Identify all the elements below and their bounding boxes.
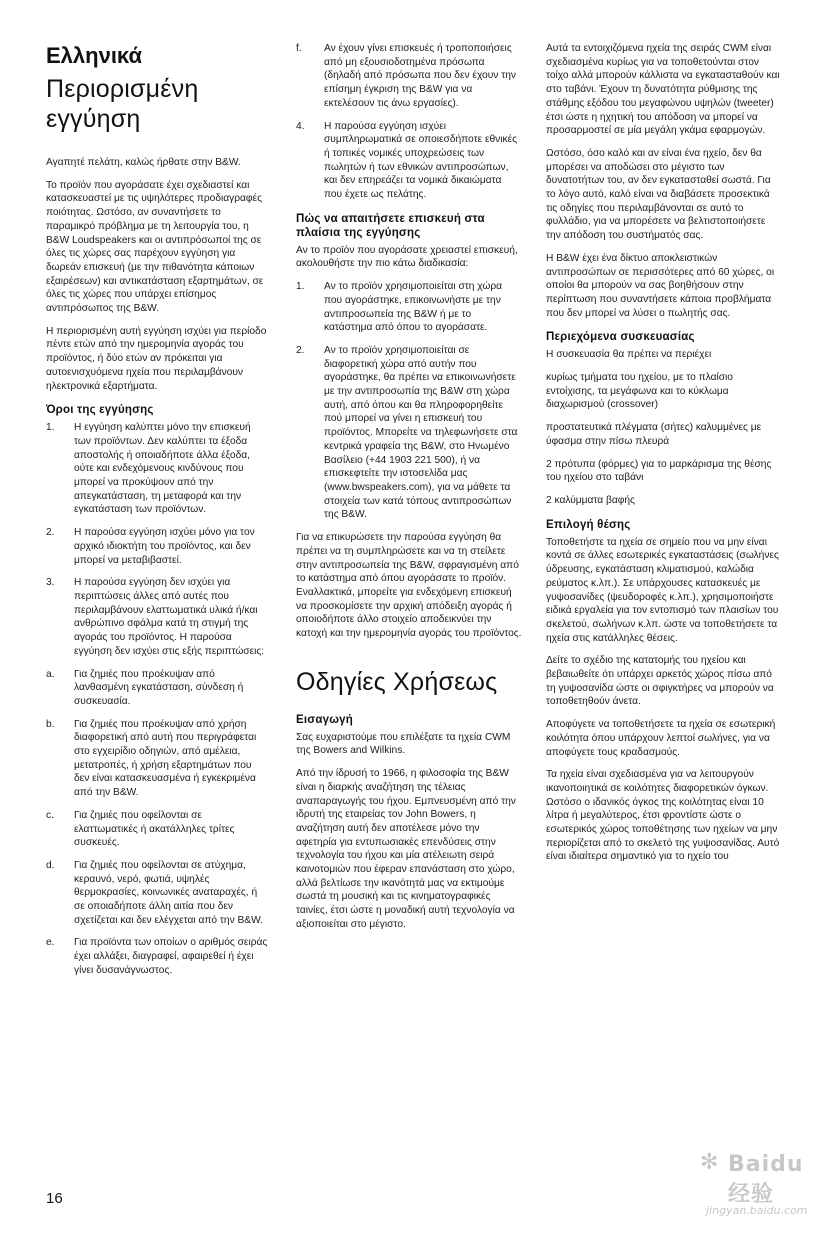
list-item-text: Η παρούσα εγγύηση ισχύει μόνο για τον αρχικό ιδιοκτήτη του προϊόντος, και δεν μπορεί να μεταβιβαστεί.	[74, 527, 255, 566]
exclusion-item	[46, 668, 268, 709]
exclusion-item	[46, 718, 268, 800]
list-marker: 2.	[296, 344, 305, 356]
exclusions-list-continued	[296, 42, 522, 202]
claim-steps-list	[296, 280, 522, 522]
list-marker: 4.	[296, 120, 305, 132]
list-marker: c.	[46, 809, 54, 821]
intro-paragraph: Το προϊόν που αγοράσατε έχει σχεδιαστεί και κατασκευαστεί με τις υψηλότερες προδιαγραφές ποιότητας. Ωστόσο, αν συναντήσετε το παραμικρό πρόβλημα με τη λειτουργία του, η B&W Loudspeakers και οι αντιπρόσωποί της σε όλες τις χώρες σας παρέχουν εγγύηση για δωρεάν επισκευή (με την πιθανότητα κάποιων εξαιρέσεων) και αντικατάσταση εξαρτημάτων, σε όλες τις χώρες που υπάρχει επίσημος αντιπρόσωπος της B&W.	[46, 179, 264, 315]
column-right	[546, 42, 782, 873]
list-item-text: Για ζημιές που προέκυψαν από λανθασμένη εγκατάσταση, σύνδεση ή συσκευασία.	[74, 668, 244, 707]
position-paragraph: Αποφύγετε να τοποθετήσετε τα ηχεία σε εσωτερική κοιλότητα όπου υπάρχουν λεπτοί σωλήνες, για να αποφύγετε τους κραδασμούς.	[546, 719, 776, 758]
manual-intro-paragraph: Από την ίδρυσή το 1966, η φιλοσοφία της B&W είναι η διαρκής αναζήτηση της τέλειας αναπαραγωγής του ήχου. Εμπνευσμένη από την ιδρυτή της εταιρείας τον John Bowers, η αναζήτηση αυτή δεν αποτέλεσε μόνο την αφετηρία για εντυπωσιακές επενδύσεις στην τεχνολογία του ήχου και μία ατέλειωτη σειρά καινοτομιών που έφεραν επανάσταση στο χώρο, αλλά βελτίωσε την ικανότητά μας να εκτιμούμε σωστά τη μουσική και τις κινηματογραφικές ταινίες, έτσι ώστε η μοναδική αυτή τεχνολογία να αξιοποιείται στο μέγιστο.	[296, 768, 516, 930]
list-marker: 3.	[46, 577, 55, 589]
list-item-text: Αν το προϊόν χρησιμοποιείται σε διαφορετική χώρα από αυτήν που αγοράστηκε, θα πρέπει να επικοινωνήσετε με την αντιπροσωπία της B&W στη χώρα αυτή, από όπου και θα πληροφορηθείτε πού μπορεί να γίνει η επισκευή του προϊόντος. Μπορείτε να τηλεφωνήσετε στα κεντρικά γραφεία της B&W, στο Ηνωμένο Βασίλειο (+44 1903 221 500), ή να επισκεφτείτε την ιστοσελίδα μας (www.bwspeakers.com), για να μάθετε τα στοιχεία των κατά τόπους αντιπροσώπων της B&W.	[324, 344, 518, 521]
exclusion-item	[46, 936, 268, 977]
intro-paragraph: Αγαπητέ πελάτη, καλώς ήρθατε στην B&W.	[46, 157, 241, 168]
manual-intro-paragraph: Σας ευχαριστούμε που επιλέξατε τα ηχεία CWM της Bowers and Wilkins.	[296, 731, 511, 757]
claim-intro: Αν το προϊόν που αγοράσατε χρειαστεί επισκευή, ακολουθήστε την πιο κάτω διαδικασία:	[296, 244, 518, 270]
list-marker: a.	[46, 668, 55, 680]
paw-icon: ✻	[700, 1150, 719, 1175]
claim-step	[296, 280, 522, 335]
contents-heading: Περιεχόμενα συσκευασίας	[546, 331, 695, 344]
intro-paragraph: Η περιορισμένη αυτή εγγύηση ισχύει για περίοδο πέντε ετών από την ημερομηνία αγοράς του προϊόντος, ή δύο ετών αν πρόκειται για αυτοενισχυόμενα ηχεία που περιλαμβάνουν ηλεκτρονικά εξαρτήματα.	[46, 325, 267, 392]
list-item-text: Για ζημιές που οφείλονται σε ατύχημα, κεραυνό, νερό, φωτιά, υψηλές θερμοκρασίες, κοινωνικές αναταραχές, ή σε οποιαδήποτε άλλη αιτία που δεν σχετίζεται και δεν ελέγχεται από την B&W.	[74, 859, 263, 926]
claim-heading: Πώς να απαιτήσετε επισκευή στα πλαίσια της εγγύησης	[296, 212, 485, 239]
list-item-text: Για ζημιές που οφείλονται σε ελαττωματικές ή ακατάλληλες τρίτες συσκευές.	[74, 809, 235, 849]
watermark	[700, 1150, 820, 1230]
list-item-text: Για προϊόντα των οποίων ο αριθμός σειράς έχει αλλάξει, διαγραφεί, αφαιρεθεί ή έχει γίνει δυσανάγνωστος.	[74, 937, 268, 976]
contents-item: 2 καλύμματα βαφής	[546, 494, 635, 506]
language-heading: Ελληνικά	[46, 43, 142, 68]
list-item-text: Αν το προϊόν χρησιμοποιείται στη χώρα που αγοράστηκε, επικοινωνήστε με την αντιπροσωπεία της B&W ή με το κατάστημα από όπου το αγοράσατε.	[324, 281, 503, 334]
claim-outro: Για να επικυρώσετε την παρούσα εγγύηση θα πρέπει να τη συμπληρώσετε και να τη στείλετε στην αντιπροσωπεία της B&W, σφραγισμένη από το κατάστημα από όπου αγοράσατε το προϊόν. Εναλλακτικά, μπορείτε για ενδεχόμενη επισκευή να προσκομίσετε την αρχική απόδειξη αγοράς ή οποιοδήποτε άλλο στοιχείο αποδεικνύει την κατοχή και την ημερομηνία αγοράς του προϊόντος.	[296, 532, 522, 640]
intro-heading: Εισαγωγή	[296, 713, 353, 726]
terms-item	[46, 576, 268, 658]
position-heading: Επιλογή θέσης	[546, 518, 631, 531]
manual-intro-paragraph: Αυτά τα εντοιχιζόμενα ηχεία της σειράς CWM είναι σχεδιασμένα κυρίως για να τοποθετούνται στον τοίχο αλλά μπορούν κάλλιστα να εγκατασταθούν και στο ταβάνι. Έχουν τη δυνατότητα ρύθμισης της στάθμης εξόδου του μεγαφώνου υψηλών (tweeter) έτσι ώστε η ηχητική του απόδοση να μπορεί να προσαρμοστεί σε μία μεγάλη γκάμα εφαρμογών.	[546, 43, 780, 137]
list-marker: f.	[296, 43, 302, 54]
page-number: 16	[46, 1190, 63, 1207]
exclusion-item	[46, 859, 268, 928]
position-paragraph: Τα ηχεία είναι σχεδιασμένα για να λειτουργούν ικανοποιητικά σε κοιλότητες διαφορετικών όγκων. Ωστόσο ο ιδανικός όγκος της κοιλότητας είναι 10 λίτρα ή μεγαλύτερος, έτσι φροντίστε ώστε ο εσωτερικός χώρος τοποθέτησης των ηχείων να μην περιορίζεται από το σκελετό της γυψοσανίδας. Αυτό είναι ιδιαίτερα σημαντικό για το ηχείο του	[546, 769, 780, 863]
list-marker: 1.	[46, 422, 55, 434]
terms-heading: Όροι της εγγύησης	[46, 404, 154, 417]
list-marker: e.	[46, 937, 55, 949]
column-middle	[296, 42, 522, 941]
watermark-url: jingyan.baidu.com	[706, 1204, 808, 1217]
terms-item	[296, 120, 522, 202]
manual-intro-paragraph: Ωστόσο, όσο καλό και αν είναι ένα ηχείο, δεν θα μπορέσει να αποδώσει στο μέγιστο των δυνατοτήτων του, αν δεν εγκατασταθεί σωστά. Για το λόγο αυτό, καλό είναι να διαβάσετε προσεκτικά τις οδηγίες που περιλαμβάνονται σε αυτό το φυλλάδιο, για να μπορέσετε να βελτιστοποιήσετε την απόδοση του συστήματός σας.	[546, 147, 771, 242]
contents-item: κυρίως τμήματα του ηχείου, με το πλαίσιο εντοίχισης, τα μεγάφωνα και το κύκλωμα διαχωρισμού (crossover)	[546, 372, 733, 411]
list-marker: 2.	[46, 527, 55, 539]
list-item-text: Αν έχουν γίνει επισκευές ή τροποποιήσεις από μη εξουσιοδοτημένα πρόσωπα (δηλαδή από πρόσωπα που δεν έχουν την επίσημη έγκριση της B&W για να εκτελέσουν τις άνω εργασίες).	[324, 43, 516, 109]
manual-intro-paragraph: Η B&W έχει ένα δίκτυο αποκλειστικών αντιπροσώπων σε περισσότερες από 60 χώρες, οι οποίοι θα μπορούν να σας βοηθήσουν στην περίπτωση που συναντήσετε κάποια προβλήματα που δεν μπορεί να λύσει ο πωλητής σας.	[546, 252, 775, 319]
exclusion-item	[296, 42, 522, 111]
list-item-text: Η εγγύηση καλύπτει μόνο την επισκευή των προϊόντων. Δεν καλύπτει τα έξοδα αποστολής ή οποιαδήποτε άλλα έξοδα, ούτε και ενδεχόμενους κινδύνους που μπορεί να προκύψουν από την απεγκατάσταση, τη μεταφορά και την εγκατάσταση των προϊόντων.	[74, 422, 251, 516]
claim-step	[296, 344, 522, 522]
terms-list	[46, 421, 268, 658]
contents-item: Η συσκευασία θα πρέπει να περιέχει	[546, 349, 712, 361]
list-item-text: Η παρούσα εγγύηση ισχύει συμπληρωματικά σε οποιεσδήποτε εθνικές ή τοπικές νομικές υποχρεώσεις των πωλητών ή των εθνικών αντιπροσώπων, και δεν επηρεάζει τα νομικά δικαιώματα που έχετε ως πελάτης.	[324, 120, 518, 201]
list-marker: 1.	[296, 281, 305, 293]
column-left	[46, 42, 268, 987]
exclusions-list	[46, 668, 268, 978]
terms-item	[46, 421, 268, 517]
list-item-text: Η παρούσα εγγύηση δεν ισχύει για περιπτώσεις άλλες από αυτές που περιλαμβάνουν ελαττωματικά υλικά ή/και ανθρώπινο σφάλμα κατά τη στιγμή της αγοράς του προϊόντος. Η παρούσα εγγύηση δεν ισχύει στις εξής περιπτώσεις:	[74, 577, 265, 657]
list-item-text: Για ζημιές που προέκυψαν από χρήση διαφορετική από αυτή που περιγράφεται στο εγχειρίδιο οδηγιών, από αμέλεια, μετατροπές, ή χρήση εξαρτημάτων που δεν είναι κατασκευασμένα ή εγκεκριμένα από την B&W.	[74, 718, 257, 799]
watermark-text: Baidu 经验	[728, 1152, 804, 1207]
contents-item: προστατευτικά πλέγματα (σήτες) καλυμμένες με ύφασμα στην πίσω πλευρά	[546, 422, 762, 447]
position-paragraph: Δείτε το σχέδιο της κατατομής του ηχείου και βεβαιωθείτε ότι υπάρχει αρκετός χώρος πίσω από τη γυψοσανίδα ώστε οι σφιγκτήρες να μπορούν να τοποθετηθούν άνετα.	[546, 655, 774, 708]
warranty-title: Περιορισμένη εγγύηση	[46, 75, 199, 133]
exclusion-item	[46, 809, 268, 850]
contents-item: 2 πρότυπα (φόρμες) για το μαρκάρισμα της θέσης του ηχείου στο ταβάνι	[546, 458, 772, 484]
list-marker: b.	[46, 718, 55, 730]
list-marker: d.	[46, 859, 55, 871]
terms-item	[46, 526, 268, 567]
manual-title: Οδηγίες Χρήσεως	[296, 667, 498, 696]
position-paragraph: Τοποθετήστε τα ηχεία σε σημείο που να μην είναι κοντά σε άλλες εσωτερικές εγκαταστάσεις (σωλήνες ύδρευσης, εγκατάσταση κλιματισμού, καλώδια ρεύματος κ.λπ.). Σε υπάρχουσες κατασκευές με γυψοσανίδες (ψευδοροφές κ.λπ.), χρησιμοποιήστε ειδικά εργαλεία για τον εντοπισμό των πλαισίων του σκελετού, σωλήνων κ.λπ. ώστε να τοποθετήσετε τα ηχεία στις κατάλληλες θέσεις.	[546, 536, 779, 644]
